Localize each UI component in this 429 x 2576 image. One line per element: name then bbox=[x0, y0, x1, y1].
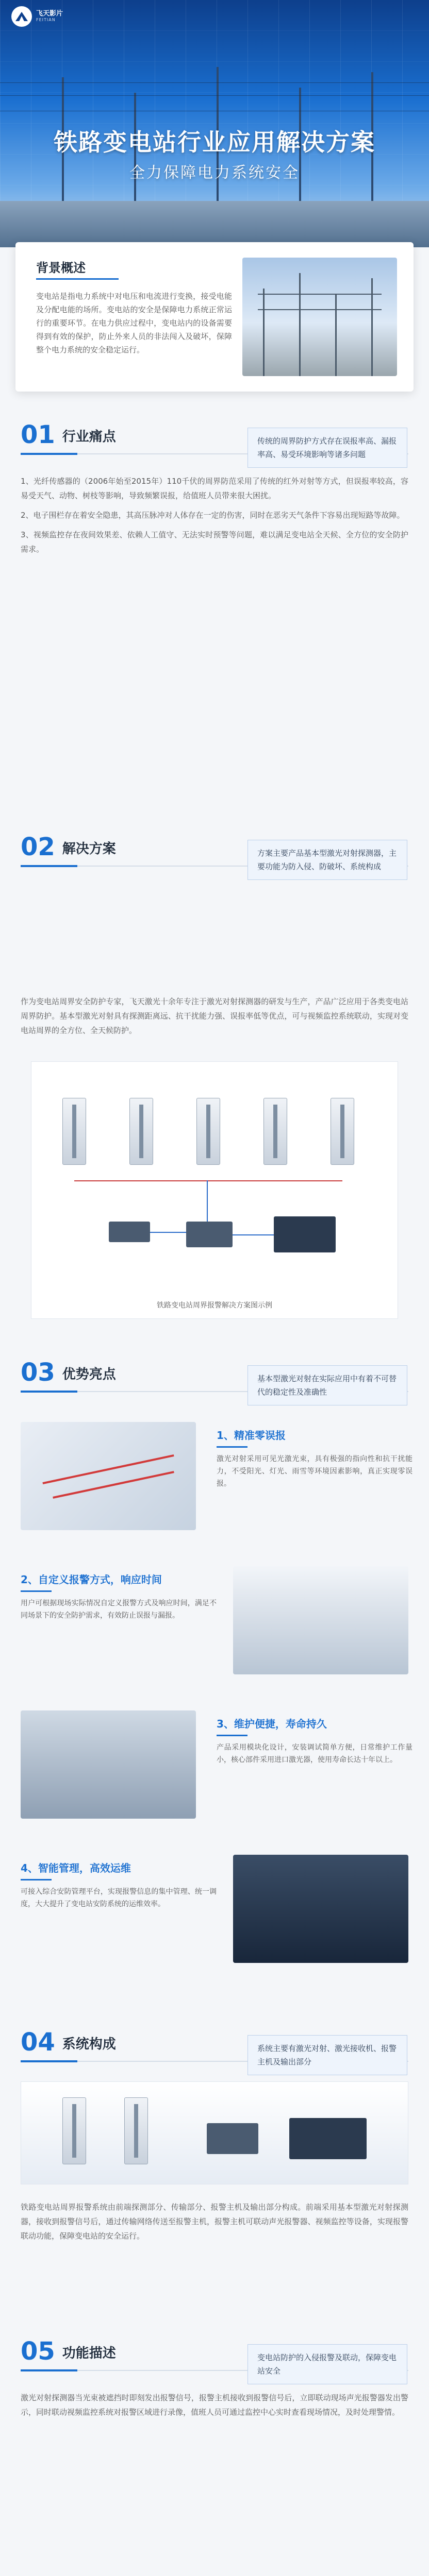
feature-item bbox=[21, 1571, 217, 1622]
brand-logo[interactable] bbox=[11, 6, 63, 27]
background-card bbox=[15, 242, 414, 392]
laser-detector bbox=[129, 1098, 153, 1165]
page-subtitle: 全力保障电力系统安全 bbox=[129, 164, 300, 182]
laser-beam bbox=[53, 1471, 174, 1499]
title-underline bbox=[36, 278, 119, 280]
brand-name: 飞天影片 bbox=[36, 10, 63, 18]
laser-detector bbox=[196, 1098, 220, 1165]
section-callout: 系统主要有激光对射、激光接收机、报警主机及输出部分 bbox=[248, 2035, 407, 2075]
feature-text: 可接入综合安防管理平台，实现报警信息的集中管理、统一调度，大大提升了变电站安防系统的运维效率。 bbox=[21, 1888, 217, 1908]
laser-beam bbox=[42, 1454, 174, 1484]
monitor-screen bbox=[274, 1216, 336, 1252]
feature-text: 激光对射采用可见光激光束，具有极强的指向性和抗干扰能力，不受阳光、灯光、雨雪等环境因素影响，真正实现零误报。 bbox=[217, 1455, 412, 1488]
background-text: 变电站是指电力系统中对电压和电流进行变换，接受电能及分配电能的场所。变电站的安全是保障电力系统正常运行的重要环节。在电力供应过程中，变电站内的设备需要得到有效的保护，防止外来人员的非法闯入及破坏，保障整个电力系统的安全稳定运行。 bbox=[36, 292, 232, 354]
diagram-caption: 铁路变电站周界报警解决方案图示例 bbox=[157, 1301, 272, 1310]
hero-banner bbox=[0, 0, 429, 247]
feature-text: 产品采用模块化设计，安装调试简单方便，日常维护工作量小，核心部件采用进口激光器，使用寿命长达十年以上。 bbox=[217, 1743, 412, 1764]
solution-text: 作为变电站周界安全防护专家，飞天激光十余年专注于激光对射探测器的研发与生产，产品广泛应用于各类变电站周界防护。基本型激光对射具有探测距离远、抗干扰能力强、误报率低等优点，可与视频监控系统联动，实现对变电站周界的全方位、全天候防护。 bbox=[21, 997, 408, 1035]
section-title: 功能描述 bbox=[62, 2346, 116, 2361]
feature-photo bbox=[233, 1855, 408, 1963]
section-callout: 基本型激光对射在实际应用中有着不可替代的稳定性及准确性 bbox=[248, 1365, 407, 1405]
section-title: 解决方案 bbox=[62, 841, 116, 857]
control-host bbox=[186, 1222, 233, 1247]
feature-item bbox=[217, 1716, 412, 1766]
section-number: 04 bbox=[21, 2028, 55, 2057]
alarm-host bbox=[109, 1222, 150, 1242]
feature-item bbox=[21, 1860, 217, 1910]
signal-line bbox=[74, 1180, 342, 1181]
section-title: 行业痛点 bbox=[62, 429, 116, 445]
section-number: 02 bbox=[21, 833, 55, 861]
function-text: 激光对射探测器当光束被遮挡时即刻发出报警信号，报警主机接收到报警信号后，立即联动现场声光报警器发出警示，同时联动视频监控系统对报警区域进行录像，值班人员可通过监控中心实时查看现场情况，及时处理警情。 bbox=[21, 2393, 408, 2417]
signal-line bbox=[207, 1180, 208, 1222]
section-number: 01 bbox=[21, 420, 55, 449]
background-title: 背景概述 bbox=[36, 261, 86, 275]
feature-title: 1、精准零误报 bbox=[217, 1429, 286, 1442]
solution-diagram bbox=[31, 1061, 398, 1319]
brand-sub: FEITIAN bbox=[36, 17, 56, 22]
paragraph: 1、光纤传感器的（2006年始至2015年）110千伏的周界防范采用了传统的红外对射等方式，但误报率较高，容易受天气、动物、树枝等影响，导致频繁误报，给值班人员带来很大困扰。 bbox=[21, 477, 408, 500]
system-components-image bbox=[21, 2081, 408, 2184]
feature-item bbox=[217, 1427, 412, 1490]
section-callout: 变电站防护的入侵报警及联动，保障变电站安全 bbox=[248, 2344, 407, 2384]
paragraph: 2、电子围栏存在着安全隐患，其高压脉冲对人体存在一定的伤害，同时在恶劣天气条件下容易出现短路等故障。 bbox=[21, 511, 405, 520]
laser-detector bbox=[331, 1098, 354, 1165]
section-number: 05 bbox=[21, 2337, 55, 2366]
logo-icon bbox=[11, 6, 32, 27]
section-callout: 传统的周界防护方式存在误报率高、漏报率高、易受环境影响等诸多问题 bbox=[248, 428, 407, 468]
page-title: 铁路变电站行业应用解决方案 bbox=[54, 128, 375, 156]
feature-text: 用户可根据现场实际情况自定义报警方式及响应时间，满足不同场景下的安全防护需求，有效防止误报与漏报。 bbox=[21, 1599, 217, 1620]
laser-detector bbox=[62, 1098, 86, 1165]
feature-title: 4、智能管理，高效运维 bbox=[21, 1862, 131, 1874]
section-title: 系统构成 bbox=[62, 2037, 116, 2052]
feature-photo bbox=[21, 1710, 196, 1819]
section-header-03 bbox=[21, 1360, 116, 1385]
pain-points-text bbox=[21, 474, 408, 562]
substation-photo bbox=[242, 258, 397, 376]
paragraph: 3、视频监控存在夜间效果差、依赖人工值守、无法实时预警等问题，难以满足变电站全天候、全方位的安全防护需求。 bbox=[21, 530, 408, 554]
system-text: 铁路变电站周界报警系统由前端探测部分、传输部分、报警主机及输出部分构成。前端采用基本型激光对射探测器，接收到报警信号后，通过传输网络传送至报警主机，报警主机可联动声光报警器、视频监控等设备，实现报警联动功能，保障变电站的安全运行。 bbox=[21, 2202, 408, 2241]
section-header-02 bbox=[21, 835, 116, 859]
section-header-05 bbox=[21, 2339, 116, 2364]
feature-title: 2、自定义报警方式，响应时间 bbox=[21, 1573, 162, 1586]
section-number: 03 bbox=[21, 1358, 55, 1387]
section-header-04 bbox=[21, 2030, 116, 2055]
section-header-01 bbox=[21, 422, 116, 447]
feature-photo bbox=[233, 1566, 408, 1674]
section-title: 优势亮点 bbox=[62, 1367, 116, 1382]
feature-title: 3、维护便捷，寿命持久 bbox=[217, 1718, 327, 1730]
feature-photo bbox=[21, 1422, 196, 1530]
section-callout: 方案主要产品基本型激光对射探测器，主要功能为防入侵、防破坏、系统构成 bbox=[248, 840, 407, 880]
laser-detector bbox=[263, 1098, 287, 1165]
